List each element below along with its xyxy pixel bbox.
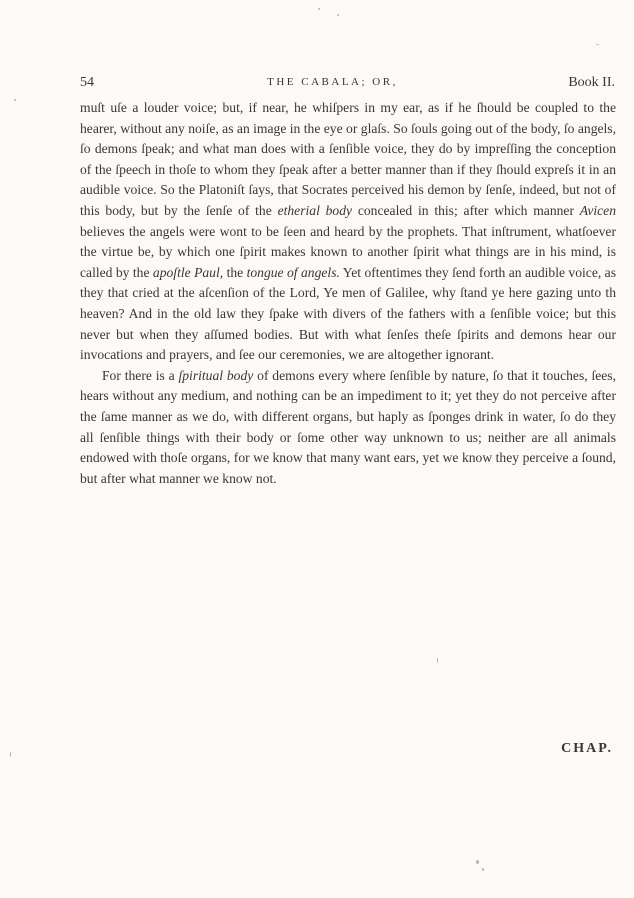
paper-speck [596, 44, 599, 45]
paper-speck [14, 99, 16, 101]
paper-speck [437, 658, 438, 663]
text-segment: of demons every where ſenſible by nature, ſo that it touches, ſees, hears without any medium, and nothing can be an impediment to it; yet they do not perceive after the ſame manner as we do, with different organs, but haply as ſponges drink in water, ſo do they all ſenſible things with their body or ſome other way unknown to us; neither are all animals endowed with thoſe organs, for we know that many want ears, yet we know they perceive a ſound, but after what manner we know not. [80, 367, 616, 486]
paper-speck [337, 14, 339, 16]
paper-speck [318, 8, 320, 10]
text-segment: Yet oftentimes they ſend forth an audible voice, as they that cried at the aſcenſion of the Lord, Ye men of Galilee, why ſtand ye here gazing unto th heaven? And in the old law they ſpake with divers of the fathers with a ſenſible voice; but this never but when they aſſumed bodies. But with what ſenſes theſe ſpirits and demons hear our invocations and prayers, and ſee our ceremonies, we are altogether ignorant. [80, 264, 616, 363]
text-segment: For there is a [102, 367, 179, 383]
italic-phrase: apoſtle Paul, [152, 264, 224, 280]
paragraph-2 [80, 366, 616, 490]
paper-speck [482, 868, 484, 871]
italic-phrase: ſpiritual body [178, 367, 254, 383]
italic-phrase: tongue of angels. [246, 264, 340, 280]
italic-phrase: Avicen [579, 202, 617, 218]
running-title: THE CABALA; OR, [267, 76, 398, 88]
catchword: CHAP. [561, 741, 613, 756]
text-segment: the [223, 264, 247, 280]
text-segment: concealed in this; after which manner [352, 202, 580, 218]
paper-speck [10, 752, 11, 757]
text-segment: believes the angels were wont to be ſeen and heard by the prophets. That inſtrument, whatſoever the virtue be, by which one ſpirit makes known to another ſpirit what things are in his mind, is called by the [80, 223, 616, 280]
page-number: 54 [80, 75, 94, 90]
body-text [80, 98, 616, 489]
paragraph-1 [80, 98, 616, 366]
book-label: Book II. [568, 75, 615, 90]
text-segment: muſt uſe a louder voice; but, if near, he whiſpers in my ear, as if he ſhould be coupled to the hearer, without any noiſe, as an image in the eye or glaſs. So ſouls going out of the body, ſo angels, ſo demons ſpeak; and what man does with a ſenſible voice, they do by impreſſing the conception of the ſpeech in thoſe to whom they ſpeak after a better manner than if they ſhould expreſs it in an audible voice. So the Platoniſt ſays, that Socrates perceived his demon by ſenſe, indeed, but not of this body, but by the ſenſe of the [80, 100, 616, 218]
running-head [80, 75, 615, 95]
paper-speck [476, 860, 479, 864]
italic-phrase: etherial body [277, 202, 353, 218]
